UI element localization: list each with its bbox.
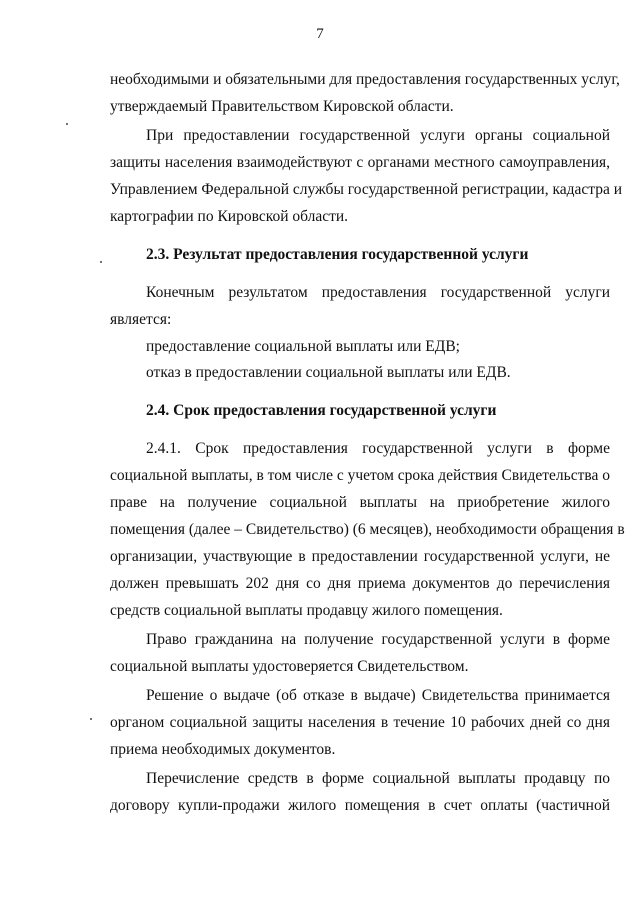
section-heading: 2.4. Срок предоставления государственной услуги — [146, 402, 497, 419]
scan-speck — [100, 261, 102, 263]
text-line: органом социальной защиты населения в течение 10 рабочих дней со дня — [110, 714, 610, 731]
text-line: договору купли-продажи жилого помещения в счет оплаты (частичной — [110, 797, 610, 814]
text-line: 2.4.1. Срок предоставления государственной услуги в форме — [146, 440, 610, 457]
text-line: При предоставлении государственной услуги органы социальной — [146, 127, 610, 144]
text-line: праве на получение социальной выплаты на приобретение жилого — [110, 494, 610, 511]
text-line: Решение о выдаче (об отказе в выдаче) Свидетельства принимается — [146, 687, 610, 704]
text-line: Право гражданина на получение государственной услуги в форме — [146, 631, 610, 648]
text-line: социальной выплаты удостоверяется Свидетельством. — [110, 658, 469, 675]
list-item: отказ в предоставлении социальной выплаты или ЕДВ. — [146, 364, 511, 381]
section-heading: 2.3. Результат предоставления государственной услуги — [146, 246, 529, 263]
text-line: помещения (далее – Свидетельство) (6 месяцев), необходимости обращения в — [110, 521, 625, 538]
text-line: необходимыми и обязательными для предоставления государственных услуг, — [110, 71, 620, 88]
list-item: предоставление социальной выплаты или ЕДВ; — [146, 338, 460, 355]
text-line: Конечным результатом предоставления государственной услуги — [146, 284, 610, 301]
scan-speck — [66, 123, 68, 125]
text-line: является: — [110, 311, 172, 328]
text-line: социальной выплаты, в том числе с учетом срока действия Свидетельства о — [110, 467, 610, 484]
text-line: средств социальной выплаты продавцу жилого помещения. — [110, 602, 503, 619]
text-line: организации, участвующие в предоставлении государственной услуги, не — [110, 548, 610, 565]
text-line: утверждаемый Правительством Кировской области. — [110, 98, 454, 115]
text-line: защиты населения взаимодействуют с органами местного самоуправления, — [110, 154, 610, 171]
page-number: 7 — [316, 26, 324, 42]
text-line: Управлением Федеральной службы государственной регистрации, кадастра и — [110, 181, 623, 198]
text-line: должен превышать 202 дня со дня приема документов до перечисления — [110, 575, 610, 592]
text-line: Перечисление средств в форме социальной выплаты продавцу по — [146, 770, 610, 787]
text-line: приема необходимых документов. — [110, 741, 336, 758]
text-line: картографии по Кировской области. — [110, 208, 349, 225]
scan-speck — [90, 718, 92, 720]
